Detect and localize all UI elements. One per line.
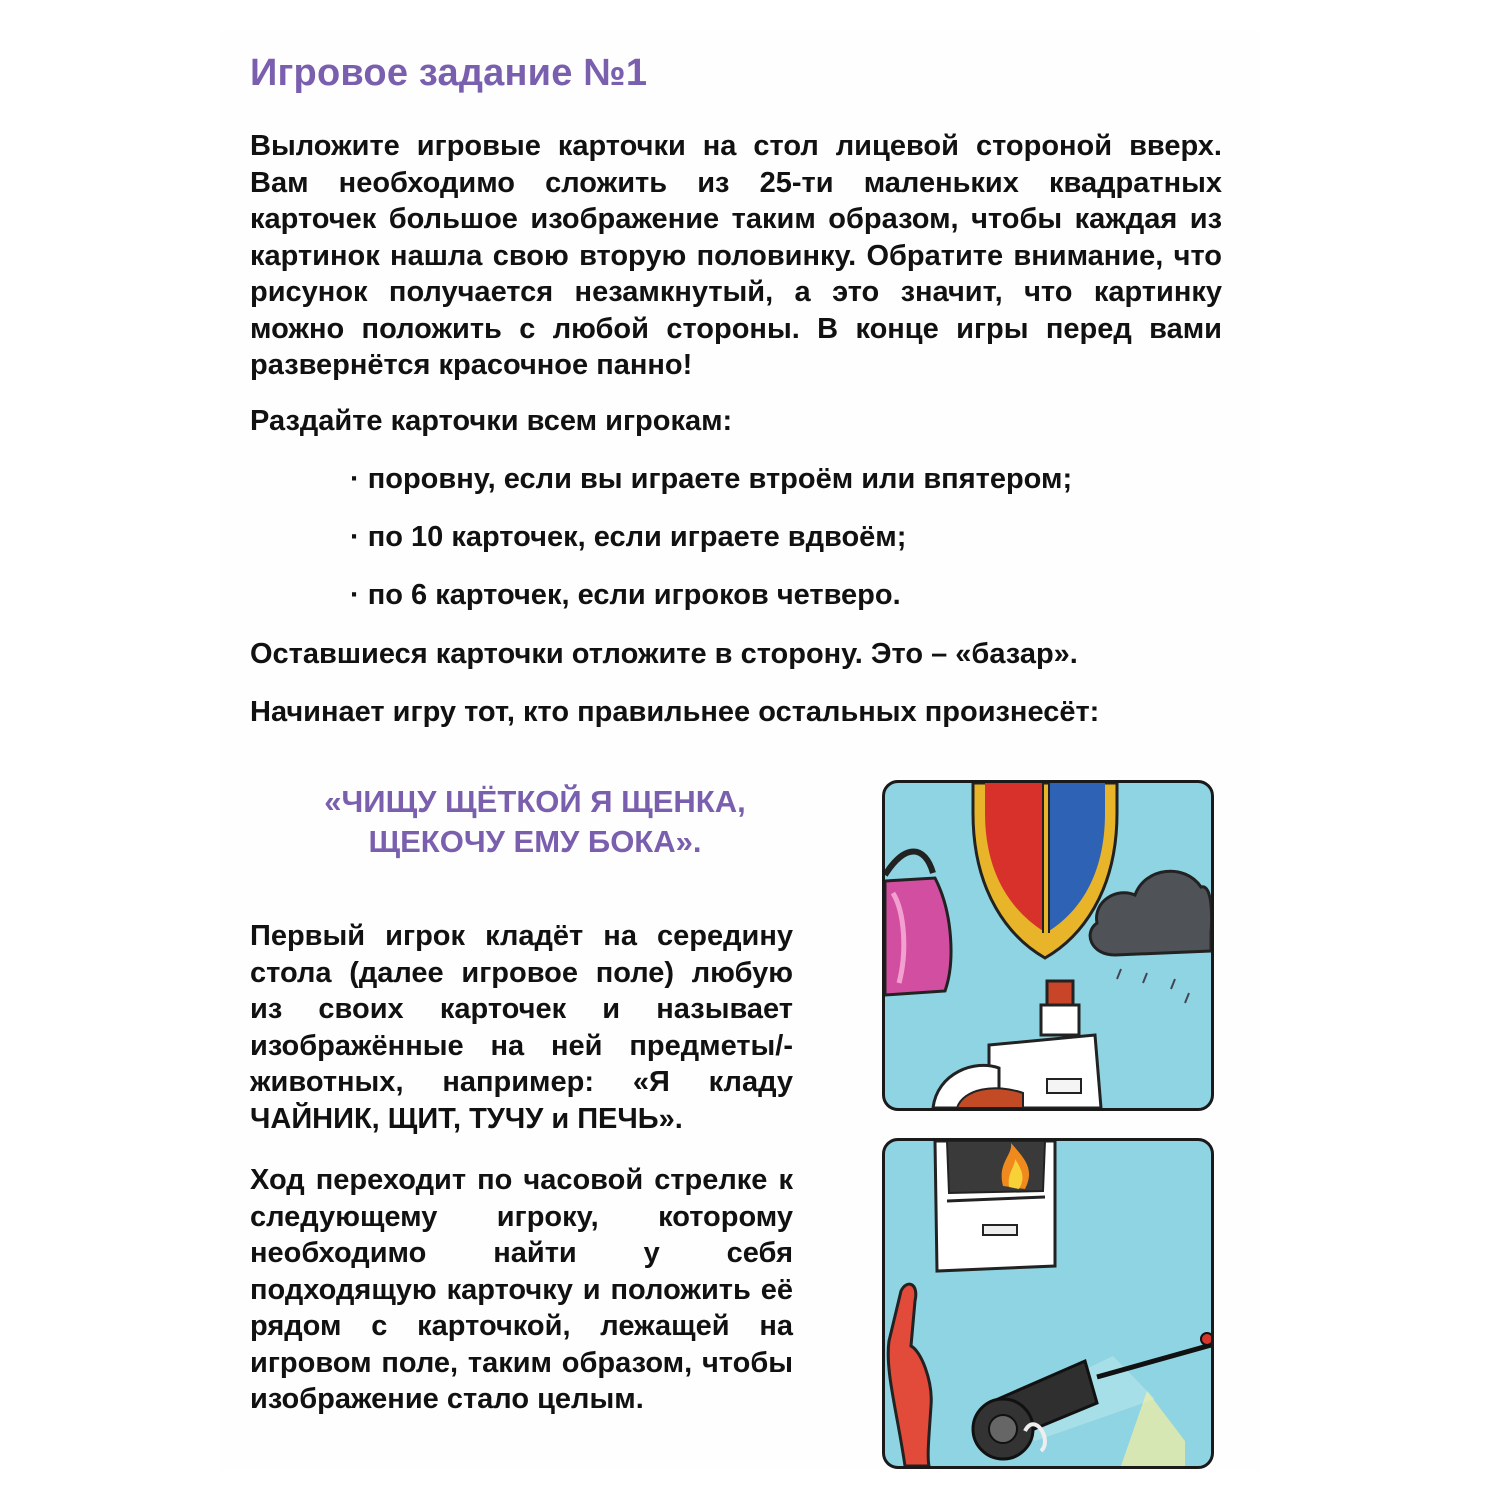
flashlight-icon (973, 1333, 1211, 1466)
start-text: Начинает игру тот, кто правильнее остальных произнесёт: (250, 696, 1100, 728)
tongue-twister-line: ЩЕКОЧУ ЕМУ БОКА». (368, 824, 702, 859)
bazaar-text: Оставшиеся карточки отложите в сторону. Это – «базар». (250, 638, 1078, 670)
tongue-twister-line: «ЧИЩУ ЩЁТКОЙ Я ЩЕНКА, (324, 784, 746, 819)
bullet-item: · по 6 карточек, если игроков четверо. (350, 579, 901, 611)
card-illustration (885, 1141, 1211, 1466)
card-illustration (885, 783, 1211, 1108)
glove-icon (888, 1284, 931, 1466)
tongue-twister (265, 782, 805, 862)
cloud-icon (1090, 871, 1211, 1003)
game-card-top (882, 780, 1214, 1111)
stove-icon (933, 981, 1101, 1108)
bullet-item: · по 10 карточек, если играете вдвоём; (350, 521, 907, 553)
first-player-paragraph: Первый игрок кладёт на середину стола (далее игровое поле) любую из своих карточек и называет изображённые на ней предметы/-животных, например: «Я кладу ЧАЙНИК, ЩИТ, ТУЧУ и ПЕЧЬ». (250, 920, 793, 1135)
game-card-bottom (882, 1138, 1214, 1469)
intro-paragraph: Выложите игровые карточки на стол лицевой стороной вверх. Вам необходимо сложить из 25-ти маленьких квадратных карточек большое изображение таким образом, чтобы каждая из картинок нашла свою вторую половинку. Обратите внимание, что рисунок получается незамкнутый, а это значит, что картинку можно положить с любой стороны. В конце игры перед вами развернётся красочное панно! (250, 130, 1222, 381)
turn-paragraph: Ход переходит по часовой стрелке к следующему игроку, которому необходимо найти у себя подходящую карточку и положить её рядом с карточкой, лежащей на игровом поле, таким образом, чтобы изображение стало целым. (250, 1164, 793, 1415)
distribute-heading: Раздайте карточки всем игрокам: (250, 405, 733, 437)
oven-icon (935, 1141, 1055, 1271)
page-title: Игровое задание №1 (250, 52, 648, 94)
bullet-item: · поровну, если вы играете втроём или впятером; (350, 463, 1073, 495)
kettle-icon (885, 852, 951, 996)
